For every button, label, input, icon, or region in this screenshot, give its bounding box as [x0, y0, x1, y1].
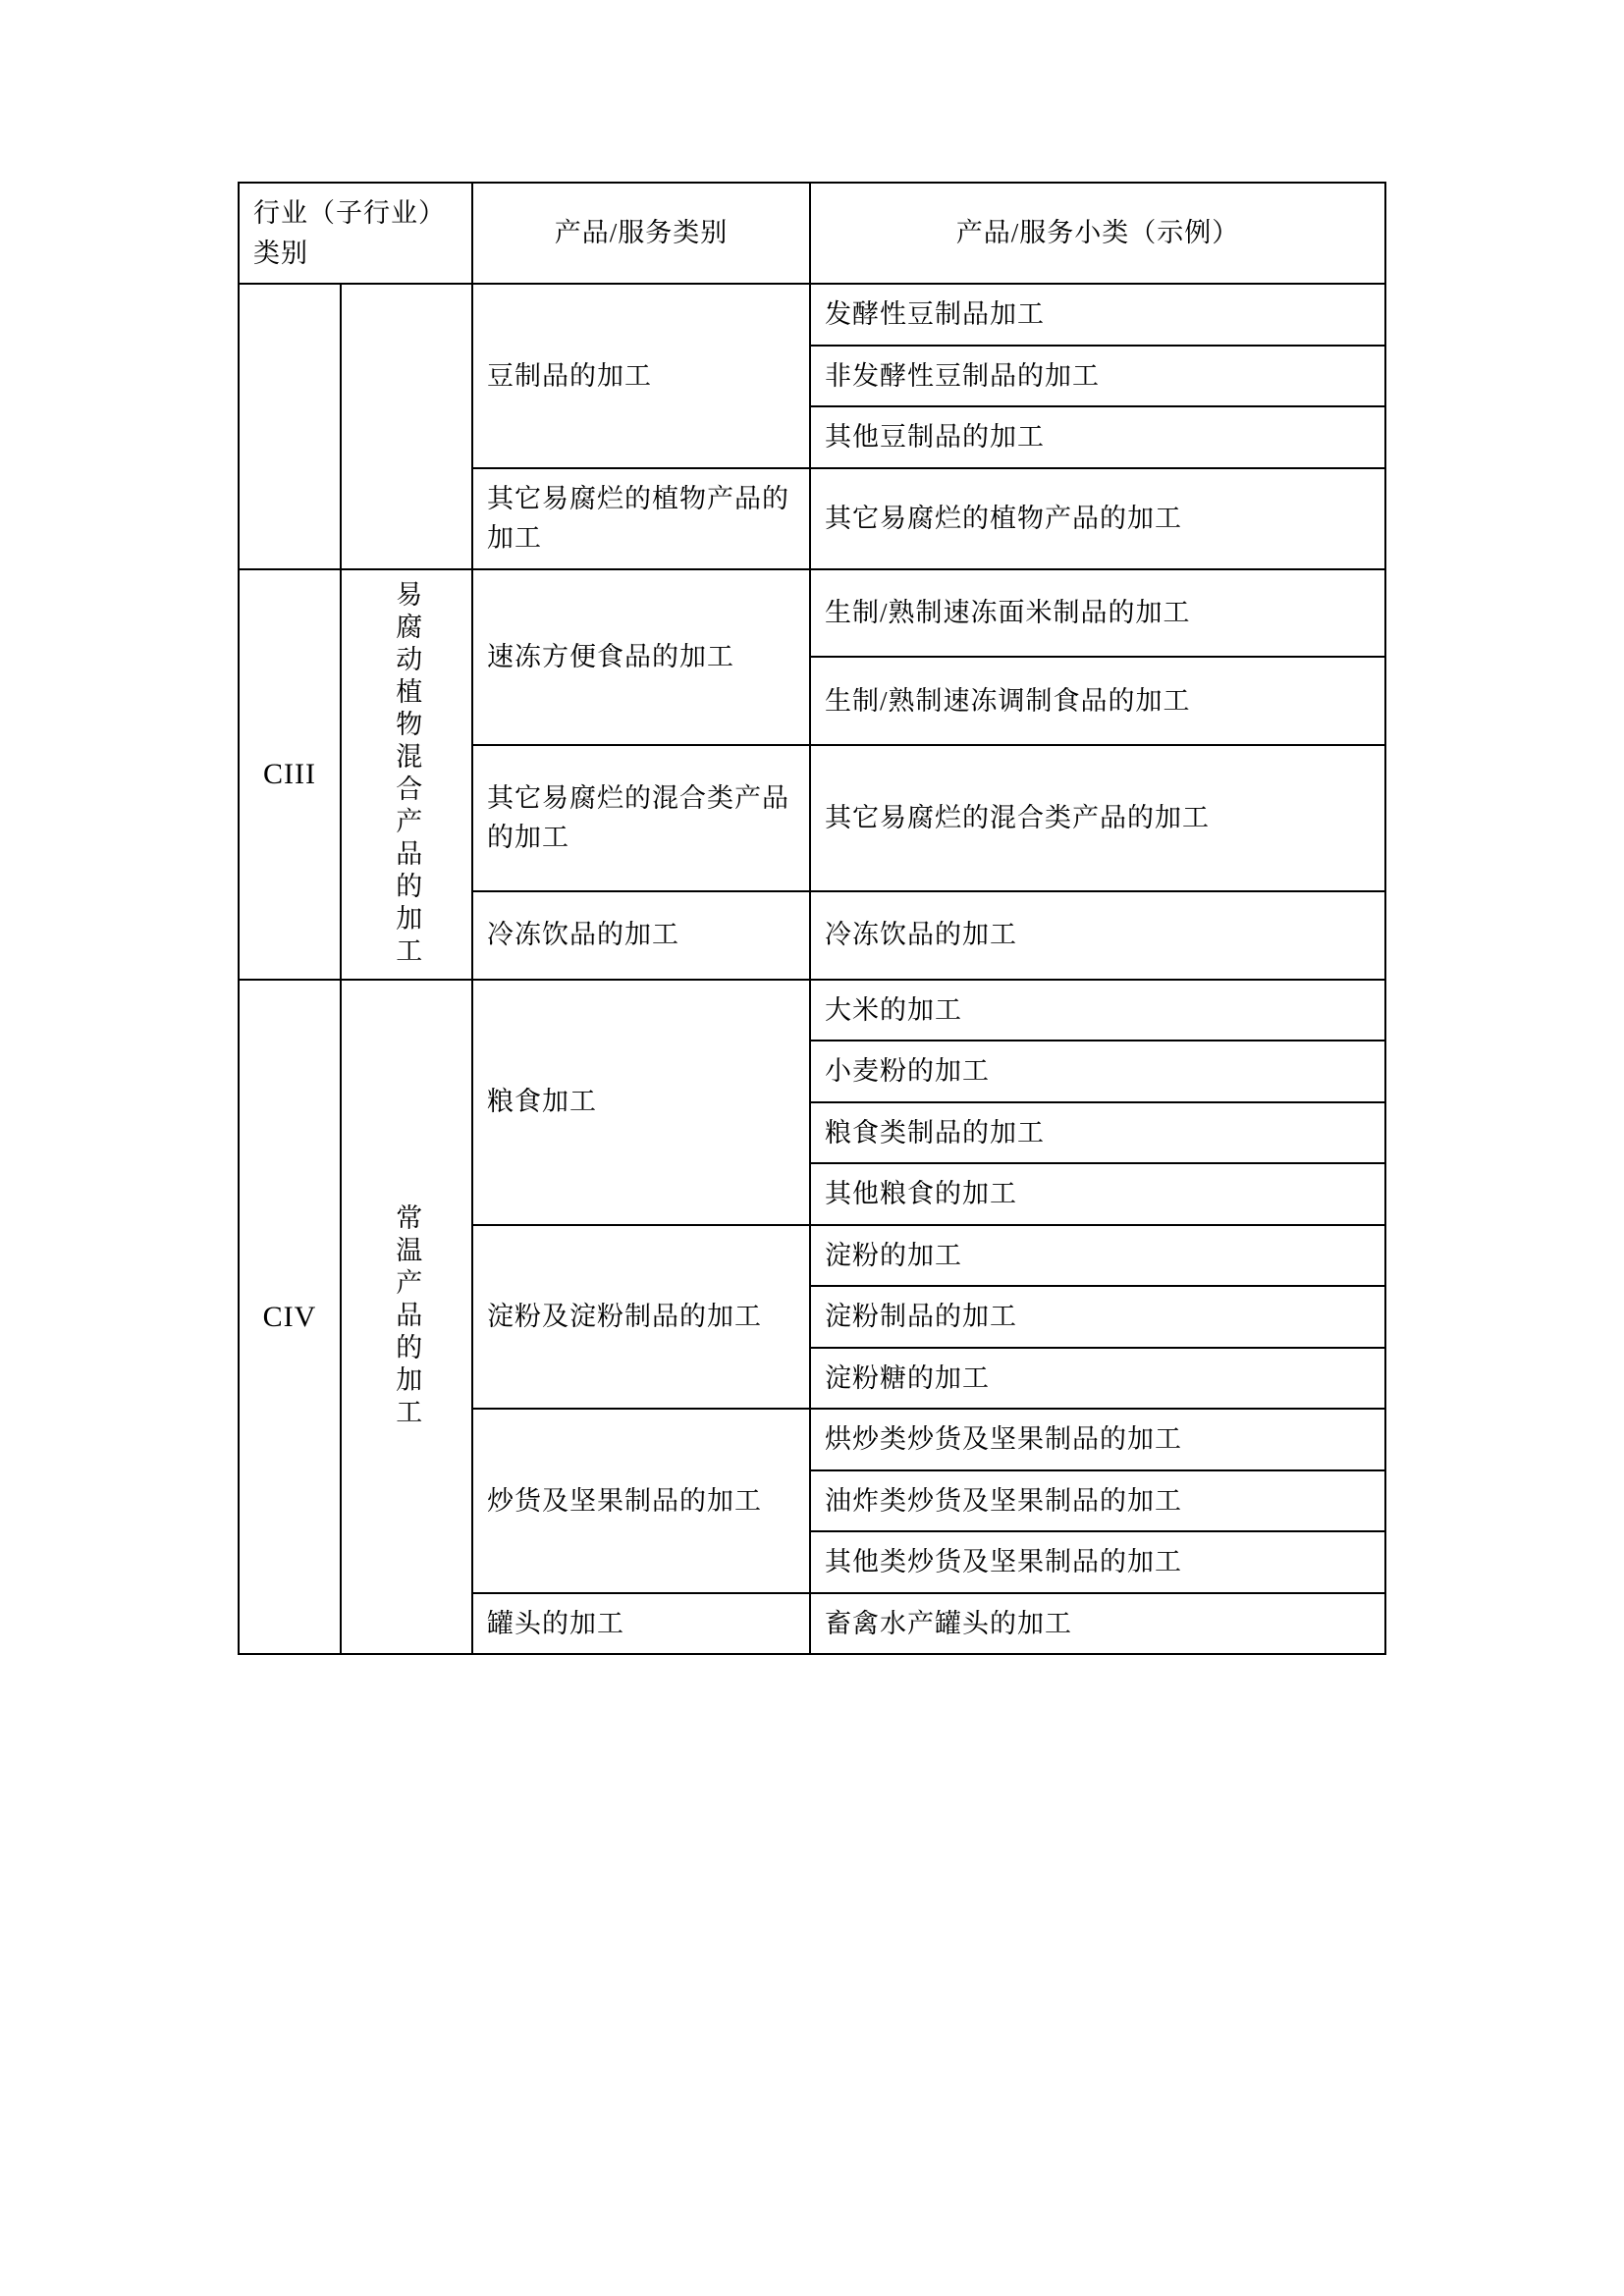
header-product-subcategory: 产品/服务小类（示例） [810, 183, 1385, 284]
product-category: 淀粉及淀粉制品的加工 [472, 1225, 810, 1410]
product-subcategory: 畜禽水产罐头的加工 [810, 1593, 1385, 1655]
product-subcategory: 非发酵性豆制品的加工 [810, 346, 1385, 407]
product-category: 炒货及坚果制品的加工 [472, 1409, 810, 1593]
product-subcategory: 淀粉制品的加工 [810, 1286, 1385, 1348]
section-code-label: CIII [263, 758, 316, 790]
section-group-label: 常温产品的加工 [392, 1202, 422, 1430]
table-body [239, 284, 1385, 1654]
section-code-label: CIV [262, 1300, 317, 1333]
product-subcategory: 大米的加工 [810, 980, 1385, 1041]
product-category: 粮食加工 [472, 980, 810, 1225]
product-subcategory: 油炸类炒货及坚果制品的加工 [810, 1470, 1385, 1532]
header-product-category: 产品/服务类别 [472, 183, 810, 284]
table-header [239, 183, 1385, 284]
product-category: 速冻方便食品的加工 [472, 569, 810, 746]
section-code-empty [239, 284, 341, 569]
section-group-label: 易腐动植物混合产品的加工 [392, 579, 422, 969]
product-category: 罐头的加工 [472, 1593, 810, 1655]
product-subcategory: 小麦粉的加工 [810, 1041, 1385, 1102]
product-subcategory: 淀粉的加工 [810, 1225, 1385, 1287]
product-subcategory: 发酵性豆制品加工 [810, 284, 1385, 346]
product-category: 冷冻饮品的加工 [472, 891, 810, 980]
product-subcategory: 冷冻饮品的加工 [810, 891, 1385, 980]
table-header-row [239, 183, 1385, 284]
product-category: 其它易腐烂的混合类产品的加工 [472, 745, 810, 890]
table-row [239, 980, 1385, 1041]
section-group-empty [341, 284, 472, 569]
section-group-civ [341, 980, 472, 1655]
table-row [239, 284, 1385, 346]
section-code-ciii [239, 569, 341, 980]
product-subcategory: 其他类炒货及坚果制品的加工 [810, 1531, 1385, 1593]
table-row [239, 569, 1385, 658]
product-subcategory: 其它易腐烂的植物产品的加工 [810, 468, 1385, 569]
industry-category-table [238, 182, 1386, 1655]
product-subcategory: 生制/熟制速冻调制食品的加工 [810, 657, 1385, 745]
product-subcategory: 其他豆制品的加工 [810, 406, 1385, 468]
product-subcategory: 生制/熟制速冻面米制品的加工 [810, 569, 1385, 658]
product-category: 其它易腐烂的植物产品的加工 [472, 468, 810, 569]
product-subcategory: 其他粮食的加工 [810, 1163, 1385, 1225]
product-category: 豆制品的加工 [472, 284, 810, 468]
header-industry-category: 行业（子行业）类别 [239, 183, 472, 284]
section-group-ciii [341, 569, 472, 980]
section-code-civ [239, 980, 341, 1655]
product-subcategory: 粮食类制品的加工 [810, 1102, 1385, 1164]
product-subcategory: 烘炒类炒货及坚果制品的加工 [810, 1409, 1385, 1470]
product-subcategory: 其它易腐烂的混合类产品的加工 [810, 745, 1385, 890]
product-subcategory: 淀粉糖的加工 [810, 1348, 1385, 1410]
